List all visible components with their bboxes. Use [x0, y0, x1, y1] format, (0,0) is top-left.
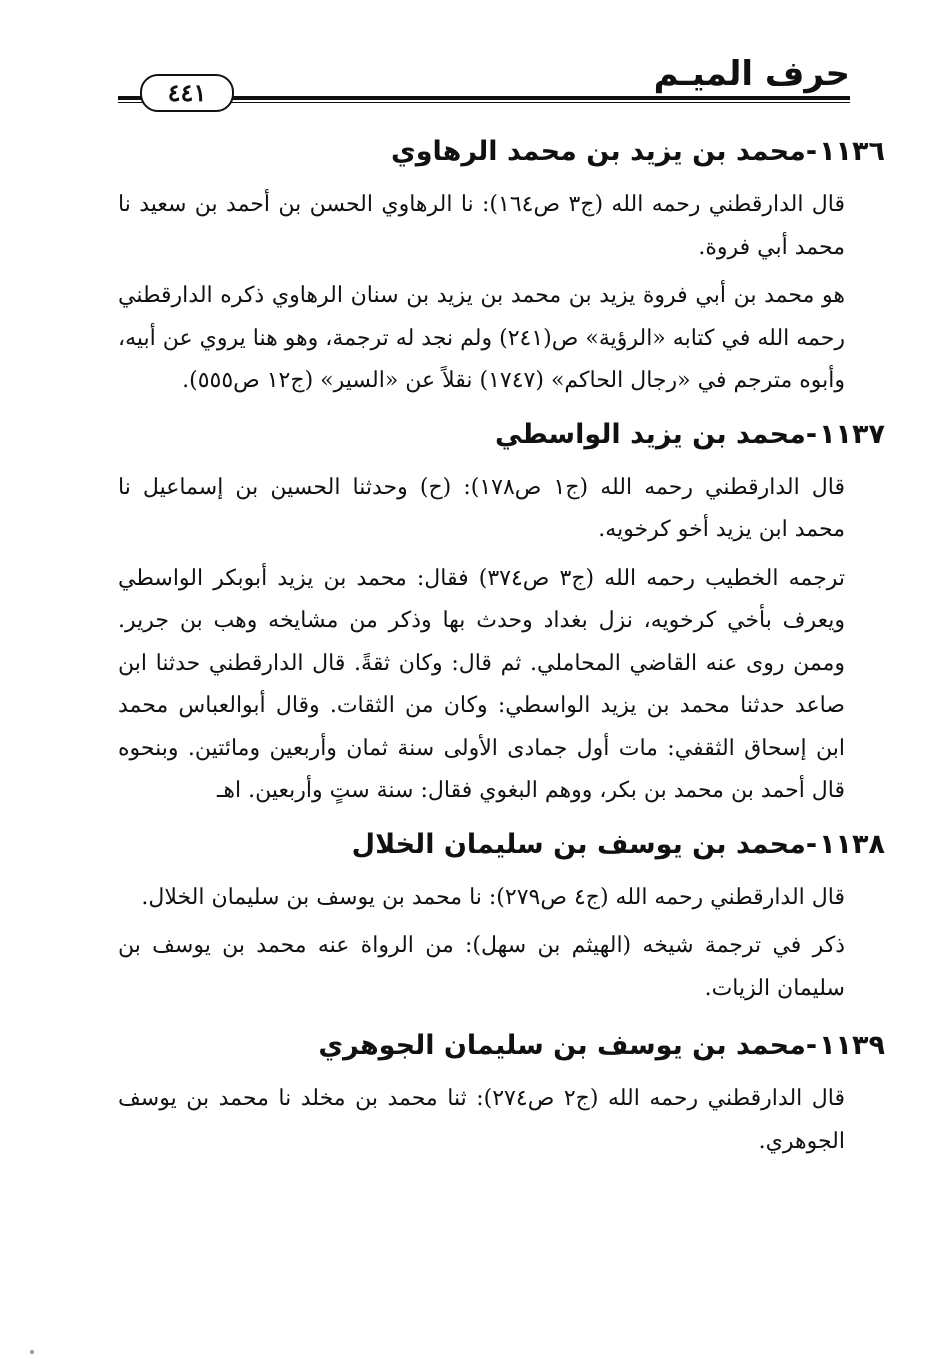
entry-paragraph: قال الدارقطني رحمه الله (ج٢ ص٢٧٤): ثنا محمد بن مخلد نا محمد بن يوسف الجوهري. [118, 1086, 845, 1154]
page-body [118, 126, 885, 1169]
entry-heading: ١١٣٧-محمد بن يزيد الواسطي [494, 418, 885, 450]
entry-title: محمد بن يوسف بن سليمان الخلال [351, 828, 806, 860]
running-header [108, 52, 850, 112]
entry-paragraph: هو محمد بن أبي فروة يزيد بن محمد بن يزيد بن سنان الرهاوي ذكره الدارقطني رحمه الله في كتابه «الرؤية» ص(٢٤١) ولم نجد له ترجمة، وهو هنا يروي عن أبيه، وأبوه مترجم في «رجال الحاكم» (١٧٤٧) نقلاً عن «السير» (ج١٢ ص٥٥٥). [118, 283, 846, 393]
entry-title: محمد بن يزيد الواسطي [494, 418, 806, 450]
chapter-title: حرف الميـم [653, 54, 850, 94]
entry-number: ١١٣٧ [819, 418, 885, 450]
entry-number: ١١٣٦ [819, 136, 885, 167]
entry-1138 [118, 819, 885, 1011]
entry-paragraph: قال الدارقطني رحمه الله (ج١ ص١٧٨): (ح) وحدثنا الحسين بن إسماعيل نا محمد ابن يزيد أخو كرخويه. [118, 474, 845, 542]
entry-heading: ١١٣٨-محمد بن يوسف بن سليمان الخلال [351, 828, 885, 860]
entry-paragraph: قال الدارقطني رحمه الله (ج٣ ص١٦٤): نا الرهاوي الحسن بن أحمد بن سعيد نا محمد أبي فروة. [118, 192, 846, 260]
entry-number: ١١٣٩ [819, 1030, 885, 1061]
entry-paragraph: ذكر في ترجمة شيخه (الهيثم بن سهل): من الرواة عنه محمد بن يوسف بن سليمان الزيات. [118, 933, 845, 1001]
entry-1136 [118, 126, 885, 403]
entry-heading: ١١٣٩-محمد بن يوسف بن سليمان الجوهري [318, 1030, 885, 1061]
entry-heading: ١١٣٦-محمد بن يزيد بن محمد الرهاوي [390, 136, 885, 167]
entry-title: محمد بن يوسف بن سليمان الجوهري [318, 1030, 806, 1061]
entry-1137 [118, 409, 885, 813]
page-number: ٤٤١ [140, 74, 234, 112]
entry-paragraph: قال الدارقطني رحمه الله (ج٤ ص٢٧٩): نا محمد بن يوسف بن سليمان الخلال. [141, 884, 845, 910]
entry-title: محمد بن يزيد بن محمد الرهاوي [390, 136, 806, 167]
scan-speck [30, 1350, 34, 1354]
entry-paragraph: ترجمه الخطيب رحمه الله (ج٣ ص٣٧٤) فقال: محمد بن يزيد أبوبكر الواسطي ويعرف بأخي كرخويه، نزل بغداد وحدث بها وذكر من مشايخه وهب بن جرير. وممن روى عنه القاضي المحاملي. ثم قال: وكان ثقةً. قال الدارقطني حدثنا ابن صاعد حدثنا محمد بن يزيد الواسطي: وكان من الثقات. وقال أبوالعباس محمد ابن إسحاق الثقفي: مات أول جمادى الأولى سنة ثمان وأربعين ومائتين. وبنحوه قال أحمد بن محمد بن بكر، ووهم البغوي فقال: سنة ستٍ وأربعين. اهـ [118, 565, 845, 803]
entry-1139 [118, 1020, 885, 1163]
entry-number: ١١٣٨ [819, 828, 885, 860]
